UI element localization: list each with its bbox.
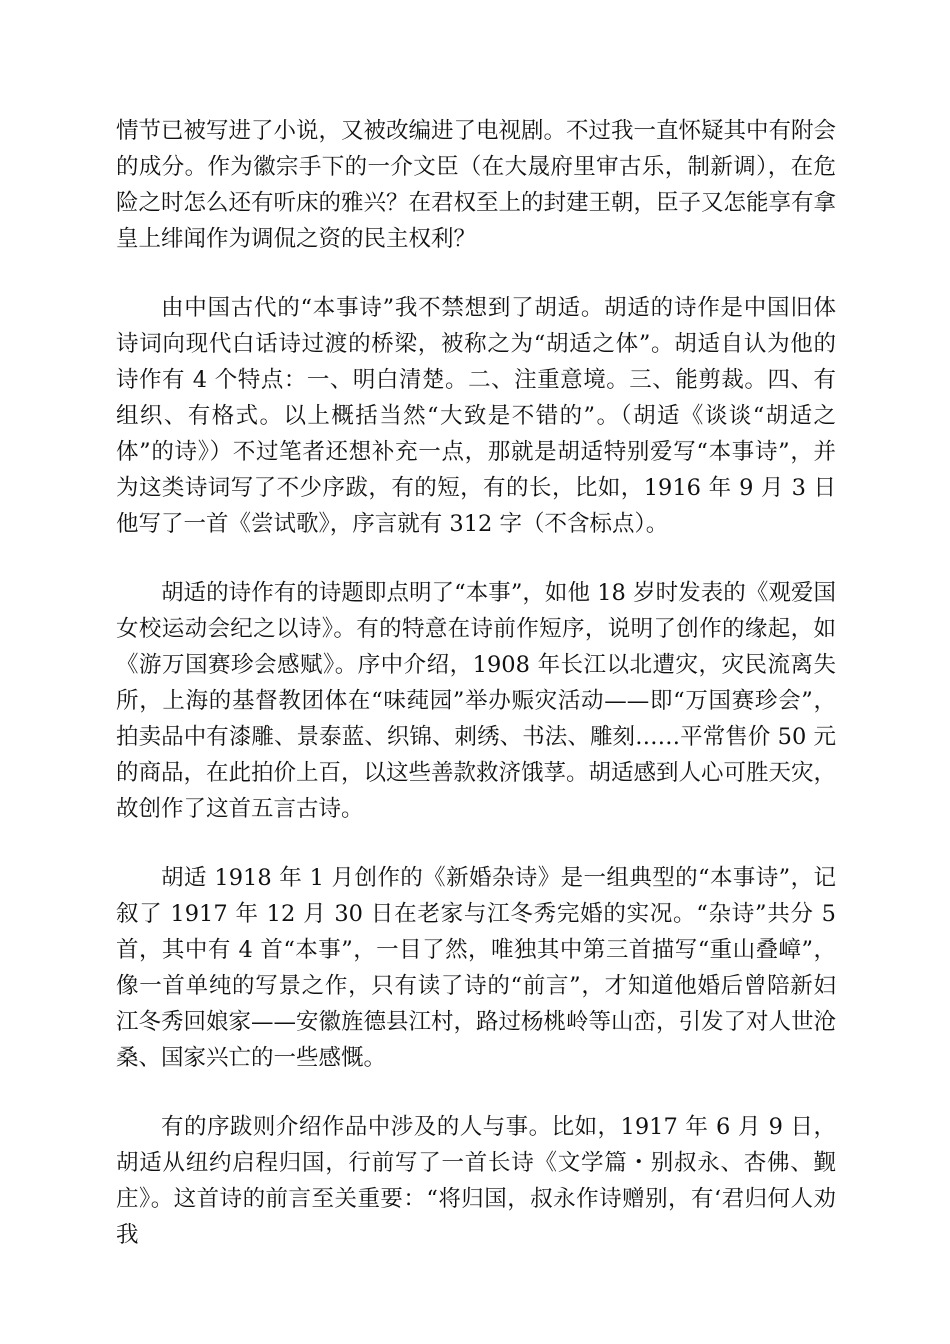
paragraph-4: 胡适 1918 年 1 月创作的《新婚杂诗》是一组典型的“本事诗”，记叙了 1917 年 12 月 30 日在老家与江冬秀完婚的实况。“杂诗”共分 5 首，其中有 4 首“本事”，一目了然，唯独其中第三首描写“重山叠嶂”，像一首单纯的写景之作，只有读了诗的“前言”，才知道他婚后曾陪新妇江冬秀回娘家——安徽旌德县江村，路过杨桃岭等山峦，引发了对人世沧桑、国家兴亡的一些感慨。 (116, 865, 837, 1071)
paragraph-1: 情节已被写进了小说，又被改编进了电视剧。不过我一直怀疑其中有附会的成分。作为徽宗手下的一介文臣（在大晟府里审古乐，制新调），在危险之时怎么还有听床的雅兴？在君权至上的封建王朝，臣子又怎能享有拿皇上绯闻作为调侃之资的民主权利？ (116, 118, 837, 252)
paragraph-3: 胡适的诗作有的诗题即点明了“本事”，如他 18 岁时发表的《观爱国女校运动会纪之以诗》。有的特意在诗前作短序，说明了创作的缘起，如《游万国赛珍会感赋》。序中介绍，1908 年长江以北遭灾，灾民流离失所，上海的基督教团体在“味莼园”举办赈灾活动——即“万国赛珍会”，拍卖品中有漆雕、景泰蓝、织锦、刺绣、书法、雕刻……平常售价 50 元的商品，在此拍价上百，以这些善款救济饿莩。胡适感到人心可胜天灾，故创作了这首五言古诗。 (116, 580, 837, 822)
document-page (116, 113, 836, 1286)
paragraph-5: 有的序跋则介绍作品中涉及的人与事。比如，1917 年 6 月 9 日，胡适从纽约启程归国，行前写了一首长诗《文学篇・别叔永、杏佛、觐庄》。这首诗的前言至关重要：“将归国，叔永作诗赠别，有‘君归何人劝我 (116, 1114, 836, 1248)
paragraph-2: 由中国古代的“本事诗”我不禁想到了胡适。胡适的诗作是中国旧体诗词向现代白话诗过渡的桥梁，被称之为“胡适之体”。胡适自认为他的诗作有 4 个特点：一、明白清楚。二、注重意境。三、能剪裁。四、有组织、有格式。以上概括当然“大致是不错的”。（胡适《谈谈“胡适之体”的诗》）不过笔者还想补充一点，那就是胡适特别爱写“本事诗”，并为这类诗词写了不少序跋，有的短，有的长，比如，1916 年 9 月 3 日他写了一首《尝试歌》，序言就有 312 字（不含标点）。 (116, 295, 836, 537)
